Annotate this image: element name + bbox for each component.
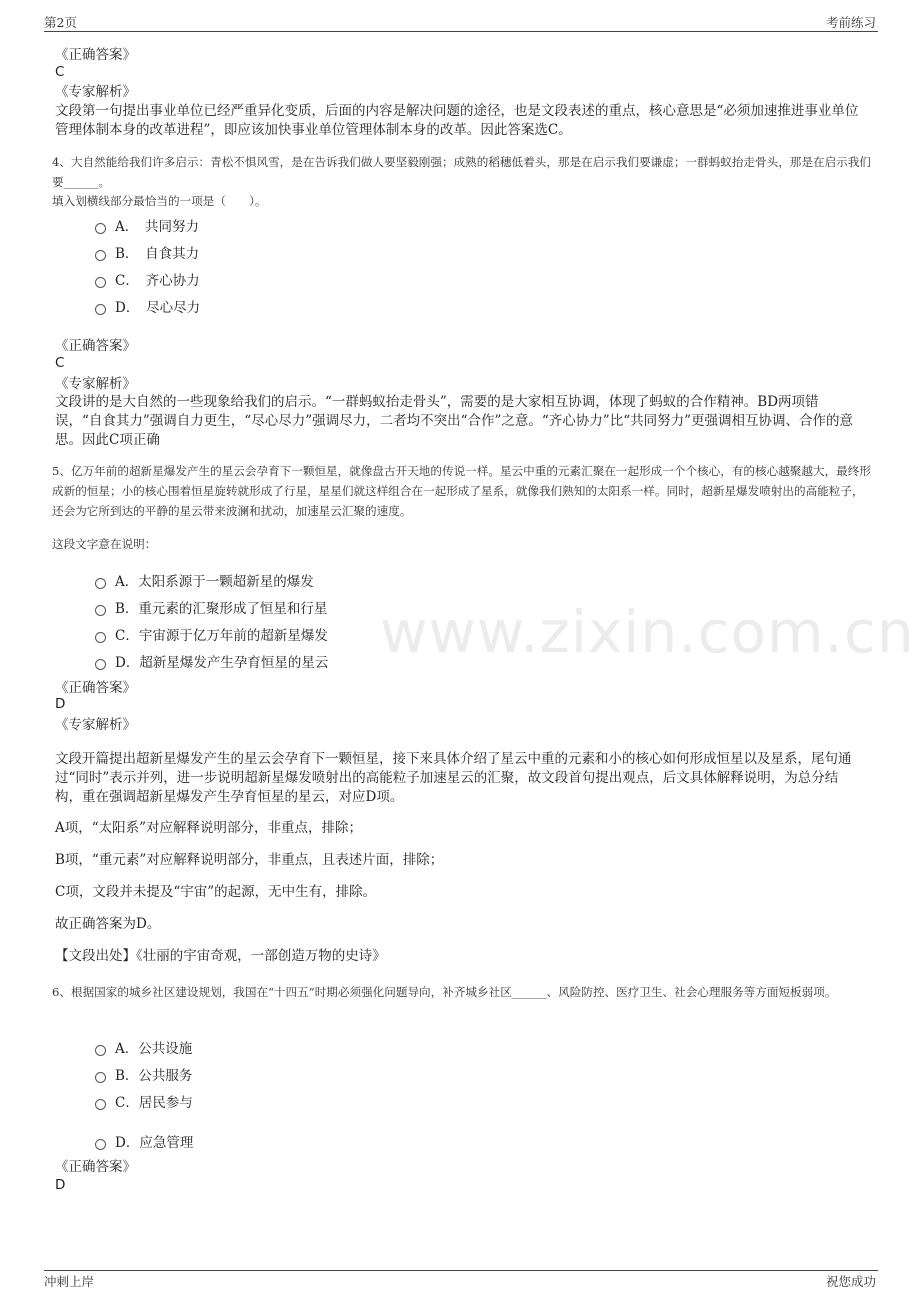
q3-answer: C (55, 64, 65, 80)
q5-prompt: 这段文字意在说明： (52, 537, 157, 551)
radio-icon[interactable] (95, 223, 106, 234)
radio-icon[interactable] (95, 1045, 106, 1056)
q5-conclusion: 故正确答案为D。 (55, 916, 161, 932)
radio-icon[interactable] (95, 605, 106, 616)
answer-label: 《正确答案》 (55, 338, 136, 354)
answer-label: 《正确答案》 (55, 47, 136, 63)
page-number: 第2页 (44, 15, 77, 30)
radio-icon[interactable] (95, 277, 106, 288)
q6-stem: 6、根据国家的城乡社区建设规划，我国在“十四五”时期必须强化问题导向，补齐城乡社区______、风险防控、医疗卫生、社会心理服务等方面短板弱项。 (52, 985, 837, 999)
q4-option-a[interactable]: A． 共同努力 (95, 215, 199, 235)
radio-icon[interactable] (95, 304, 106, 315)
radio-icon[interactable] (95, 250, 106, 261)
analysis-label: 《专家解析》 (55, 717, 136, 733)
q6-option-b[interactable]: B．公共服务 (95, 1064, 192, 1084)
q6-option-c[interactable]: C．居民参与 (95, 1091, 193, 1111)
header-tag: 考前练习 (825, 15, 876, 30)
footer-divider (44, 1270, 878, 1271)
q4-option-d[interactable]: D． 尽心尽力 (95, 296, 200, 316)
footer-right: 祝您成功 (825, 1274, 876, 1289)
q6-option-d[interactable]: D．应急管理 (95, 1131, 193, 1151)
q5-line-c: C项，文段并未提及“宇宙”的起源，无中生有，排除。 (55, 884, 377, 900)
q3-analysis: 文段第一句提出事业单位已经严重异化变质，后面的内容是解决问题的途径，也是文段表述的重点，核心意思是“必须加速推进事业单位管理体制本身的改革进程”，即应该加快事业单位管理体制本身的改革。因此答案选C。 (55, 103, 859, 138)
header-divider (44, 31, 878, 32)
q5-line-a: A项，“太阳系”对应解释说明部分，非重点，排除； (55, 820, 363, 836)
q4-stem: 4、大自然能给我们许多启示：青松不惧风雪，是在告诉我们做人要坚毅刚强；成熟的稻穗低着头，那是在启示我们要谦虚；一群蚂蚁抬走骨头，那是在启示我们要______。 (52, 155, 871, 189)
q6-answer: D (55, 1177, 66, 1193)
q6-option-a[interactable]: A．公共设施 (95, 1037, 192, 1057)
radio-icon[interactable] (95, 632, 106, 643)
q5-option-a[interactable]: A．太阳系源于一颗超新星的爆发 (95, 570, 314, 590)
radio-icon[interactable] (95, 1139, 106, 1150)
analysis-label: 《专家解析》 (55, 84, 136, 100)
q4-analysis: 文段讲的是大自然的一些现象给我们的启示。“一群蚂蚁抬走骨头”，需要的是大家相互协调，体现了蚂蚁的合作精神。BD两项错误，“自食其力”强调自力更生，“尽心尽力”强调尽力，二者均不突出“合作”之意。“齐心协力”比“共同努力”更强调相互协调、合作的意思。因此C项正确 (55, 394, 854, 448)
q5-option-b[interactable]: B．重元素的汇聚形成了恒星和行星 (95, 597, 327, 617)
answer-label: 《正确答案》 (55, 1159, 136, 1175)
q5-analysis: 文段开篇提出超新星爆发产生的星云会孕育下一颗恒星，接下来具体介绍了星云中重的元素和小的核心如何形成恒星以及星系，尾句通过“同时”表示并列，进一步说明超新星爆发喷射出的高能粒子加速星云的汇聚，故文段首句提出观点，后文具体解释说明，为总分结构，重在强调超新星爆发产生孕育恒星的星云，对应D项。 (55, 751, 852, 805)
q4-answer: C (55, 355, 65, 371)
footer-left: 冲刺上岸 (44, 1274, 95, 1289)
watermark: www.zixin.com.cn (380, 598, 915, 666)
radio-icon[interactable] (95, 1099, 106, 1110)
q5-source: 【文段出处】《壮丽的宇宙奇观，一部创造万物的史诗》 (55, 948, 386, 964)
radio-icon[interactable] (95, 578, 106, 589)
q5-option-d[interactable]: D．超新星爆发产生孕育恒星的星云 (95, 651, 328, 671)
q4-option-b[interactable]: B． 自食其力 (95, 242, 199, 262)
q4-option-c[interactable]: C． 齐心协力 (95, 269, 200, 289)
q5-line-b: B项，“重元素”对应解释说明部分，非重点，且表述片面，排除； (55, 852, 444, 868)
q5-option-c[interactable]: C．宇宙源于亿万年前的超新星爆发 (95, 624, 328, 644)
q5-answer: D (55, 696, 66, 712)
radio-icon[interactable] (95, 659, 106, 670)
radio-icon[interactable] (95, 1072, 106, 1083)
answer-label: 《正确答案》 (55, 680, 136, 696)
analysis-label: 《专家解析》 (55, 376, 136, 392)
q4-prompt: 填入划横线部分最恰当的一项是（ ）。 (52, 194, 267, 208)
q5-stem: 5、亿万年前的超新星爆发产生的星云会孕育下一颗恒星，就像盘古开天地的传说一样。星云中重的元素汇聚在一起形成一个个核心，有的核心越聚越大，最终形成新的恒星；小的核心围着恒星旋转就形成了行星，星星们就这样组合在一起形成了星系，就像我们熟知的太阳系一样。同时，超新星爆发喷射出的高能粒子，还会为它所到达的平静的星云带来波澜和扰动，加速星云汇聚的速度。 (52, 464, 871, 518)
